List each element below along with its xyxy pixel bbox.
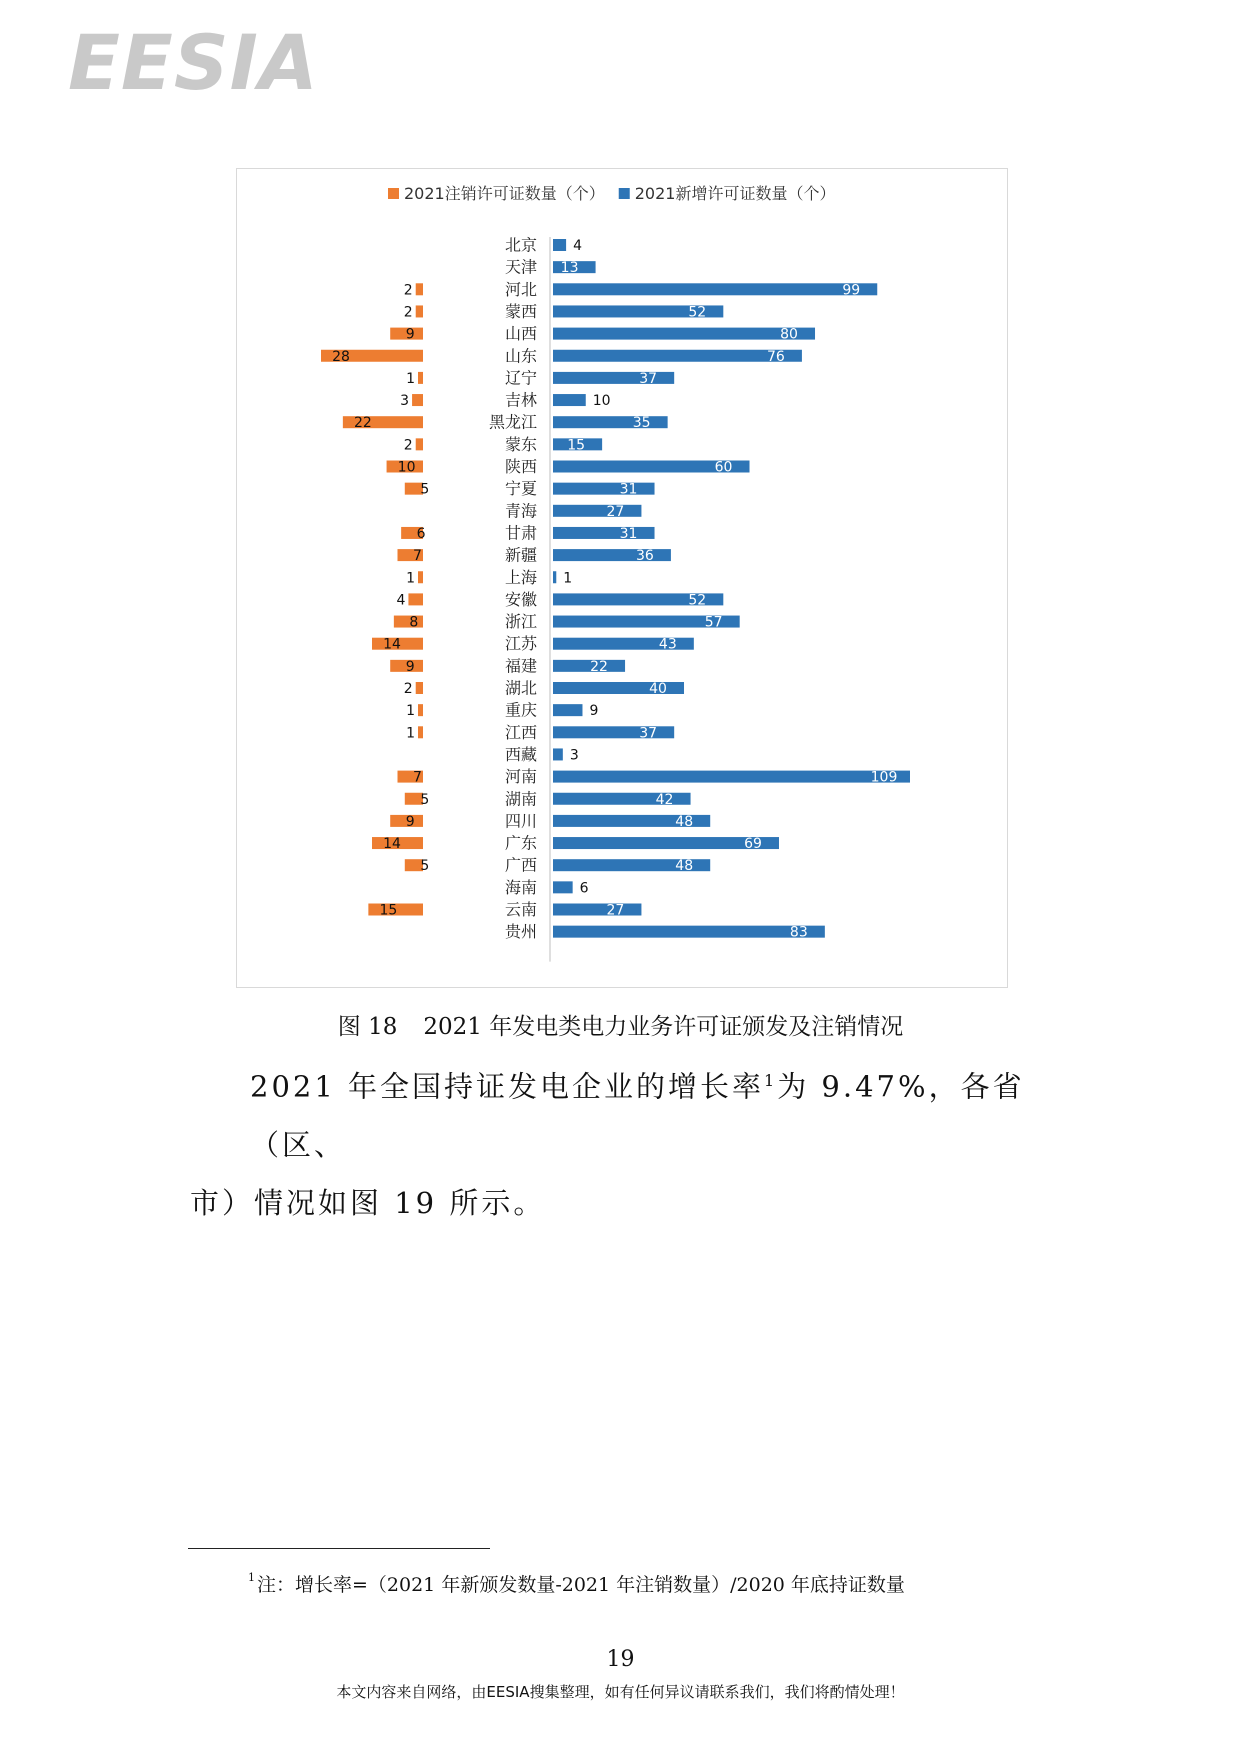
- figure-number: 图 18: [337, 1014, 398, 1040]
- data-label-new-21: 9: [589, 703, 599, 720]
- category-label-20: 湖北: [504, 678, 537, 698]
- data-label-cancel-22: 1: [406, 725, 415, 742]
- figure-title: 2021 年发电类电力业务许可证颁发及注销情况: [423, 1014, 904, 1040]
- bar-new-5: [553, 350, 802, 362]
- data-label-cancel-15: 1: [406, 570, 415, 587]
- category-label-16: 安徽: [504, 589, 537, 609]
- category-label-19: 福建: [504, 656, 537, 676]
- category-label-12: 青海: [504, 501, 537, 521]
- data-label-new-7: 10: [592, 393, 611, 410]
- data-label-cancel-13: 6: [416, 525, 426, 542]
- chart-canvas: [237, 169, 1007, 987]
- category-label-31: 贵州: [504, 922, 537, 942]
- category-label-18: 江苏: [504, 634, 537, 654]
- data-label-new-4: 80: [780, 326, 798, 343]
- data-label-new-5: 76: [767, 348, 785, 365]
- category-label-3: 蒙西: [504, 301, 537, 321]
- data-label-new-0: 4: [573, 238, 583, 254]
- footnote-ref[interactable]: 1: [764, 1071, 778, 1090]
- bar-cancel-6: [418, 372, 423, 384]
- category-label-11: 宁夏: [504, 479, 537, 499]
- data-label-new-30: 27: [606, 902, 625, 919]
- data-label-new-20: 40: [649, 681, 667, 697]
- bar-new-0: [553, 239, 566, 251]
- bar-new-4: [553, 328, 815, 340]
- bar-cancel-2: [416, 283, 423, 295]
- legend-swatch-1: [619, 188, 630, 199]
- data-label-new-15: 1: [563, 570, 573, 587]
- data-label-cancel-3: 2: [403, 304, 413, 321]
- data-label-cancel-8: 22: [353, 415, 372, 432]
- bar-new-31: [553, 926, 825, 938]
- data-label-new-2: 99: [842, 282, 861, 299]
- data-label-new-23: 3: [569, 747, 579, 764]
- category-label-24: 河南: [504, 767, 537, 787]
- legend-label-1: 2021新增许可证数量（个）: [634, 184, 836, 203]
- category-label-28: 广西: [504, 855, 537, 875]
- category-label-2: 河北: [504, 279, 537, 299]
- data-label-new-9: 15: [567, 437, 586, 454]
- data-label-new-16: 52: [688, 592, 707, 609]
- footnote-text: 注：增长率=（2021 年新颁发数量-2021 年注销数量）/2020 年底持证数量: [257, 1574, 905, 1596]
- bar-cancel-3: [416, 305, 423, 317]
- category-label-29: 海南: [504, 877, 537, 897]
- eesia-logo: EESIA: [68, 18, 319, 107]
- category-label-6: 辽宁: [504, 368, 537, 388]
- bar-new-11: [553, 483, 655, 495]
- data-label-new-13: 31: [619, 525, 638, 542]
- data-label-cancel-2: 2: [403, 282, 413, 299]
- category-label-27: 广东: [504, 833, 537, 853]
- category-label-23: 西藏: [504, 744, 537, 764]
- category-label-9: 蒙东: [504, 434, 537, 454]
- data-label-cancel-9: 2: [403, 437, 413, 454]
- data-label-new-17: 57: [704, 614, 723, 631]
- category-label-15: 上海: [504, 567, 537, 587]
- bar-cancel-9: [416, 438, 423, 450]
- bar-cancel-22: [418, 726, 423, 738]
- data-label-cancel-26: 9: [405, 813, 415, 830]
- paragraph-line1: 2021 年全国持证发电企业的增长率: [250, 1069, 765, 1104]
- bar-new-19: [553, 660, 625, 672]
- data-label-new-25: 42: [655, 791, 674, 808]
- category-label-10: 陕西: [504, 457, 537, 476]
- body-paragraph: [190, 1052, 1060, 1232]
- data-label-new-3: 52: [688, 304, 707, 321]
- figure-caption: [0, 1008, 1241, 1041]
- data-label-new-14: 36: [635, 548, 654, 565]
- bar-cancel-21: [418, 704, 423, 716]
- category-label-25: 湖南: [504, 789, 537, 809]
- data-label-cancel-6: 1: [406, 370, 415, 387]
- bar-new-13: [553, 527, 655, 539]
- bar-new-2: [553, 283, 877, 295]
- category-label-1: 天津: [504, 257, 537, 277]
- category-label-14: 新疆: [504, 545, 537, 565]
- data-label-new-11: 31: [619, 481, 638, 498]
- data-label-new-19: 22: [590, 658, 608, 675]
- category-label-17: 浙江: [504, 612, 537, 632]
- data-label-new-22: 37: [639, 725, 658, 742]
- category-label-26: 四川: [504, 811, 537, 831]
- category-label-21: 重庆: [504, 700, 537, 720]
- bar-cancel-16: [408, 593, 423, 605]
- paragraph-line2: 市）情况如图 19 所示。: [190, 1185, 546, 1220]
- data-label-new-1: 13: [560, 260, 579, 277]
- bar-cancel-7: [412, 394, 423, 406]
- bar-new-30: [553, 904, 641, 916]
- data-label-cancel-11: 5: [420, 481, 430, 498]
- data-label-new-6: 37: [639, 370, 658, 387]
- data-label-new-18: 43: [658, 636, 677, 653]
- data-label-cancel-18: 14: [383, 636, 401, 653]
- bar-new-23: [553, 748, 563, 760]
- data-label-cancel-21: 1: [406, 703, 415, 720]
- bar-new-24: [553, 771, 910, 783]
- data-label-cancel-19: 9: [405, 658, 415, 675]
- data-label-cancel-5: 28: [332, 348, 350, 365]
- bar-new-29: [553, 881, 573, 893]
- bar-new-21: [553, 704, 582, 716]
- bar-cancel-20: [416, 682, 423, 694]
- data-label-cancel-25: 5: [420, 791, 430, 808]
- footnote-marker: 1: [248, 1571, 255, 1584]
- paragraph-line1-rest: 为 9.47%，各省（区、: [250, 1069, 1025, 1162]
- data-label-new-8: 35: [632, 415, 651, 432]
- data-label-new-10: 60: [714, 459, 733, 476]
- category-label-0: 北京: [504, 235, 537, 255]
- category-label-5: 山东: [504, 346, 537, 366]
- data-label-new-27: 69: [744, 836, 762, 853]
- data-label-cancel-7: 3: [400, 393, 410, 410]
- page-number: 19: [606, 1647, 635, 1672]
- category-label-4: 山西: [504, 324, 537, 344]
- bar-new-15: [553, 571, 556, 583]
- license-chart: [236, 168, 1008, 988]
- data-label-new-28: 48: [675, 858, 694, 875]
- footnote: [248, 1570, 905, 1597]
- data-label-new-29: 6: [579, 880, 589, 897]
- data-label-cancel-20: 2: [403, 681, 413, 697]
- data-label-cancel-4: 9: [405, 326, 415, 343]
- data-label-new-12: 27: [606, 503, 625, 520]
- data-label-cancel-28: 5: [420, 858, 430, 875]
- data-label-cancel-24: 7: [413, 769, 422, 786]
- data-label-cancel-27: 14: [383, 836, 401, 853]
- data-label-new-24: 109: [870, 769, 898, 786]
- data-label-new-26: 48: [675, 813, 694, 830]
- category-label-7: 吉林: [504, 390, 537, 410]
- category-label-13: 甘肃: [504, 523, 537, 543]
- disclaimer: 本文内容来自网络，由EESIA搜集整理，如有任何异议请联系我们，我们将酌情处理！: [336, 1683, 905, 1701]
- data-label-new-31: 83: [789, 924, 808, 941]
- legend-swatch-0: [388, 188, 399, 199]
- data-label-cancel-17: 8: [409, 614, 419, 631]
- bar-new-7: [553, 394, 586, 406]
- bar-cancel-15: [418, 571, 423, 583]
- bar-new-12: [553, 505, 641, 517]
- data-label-cancel-14: 7: [413, 548, 422, 565]
- category-label-22: 江西: [504, 722, 537, 742]
- category-label-30: 云南: [504, 900, 537, 919]
- data-label-cancel-10: 10: [397, 459, 416, 476]
- data-label-cancel-16: 4: [396, 592, 406, 609]
- data-label-cancel-30: 15: [379, 902, 398, 919]
- category-label-8: 黑龙江: [488, 412, 537, 432]
- footnote-divider: [188, 1548, 490, 1549]
- legend-label-0: 2021注销许可证数量（个）: [404, 184, 605, 203]
